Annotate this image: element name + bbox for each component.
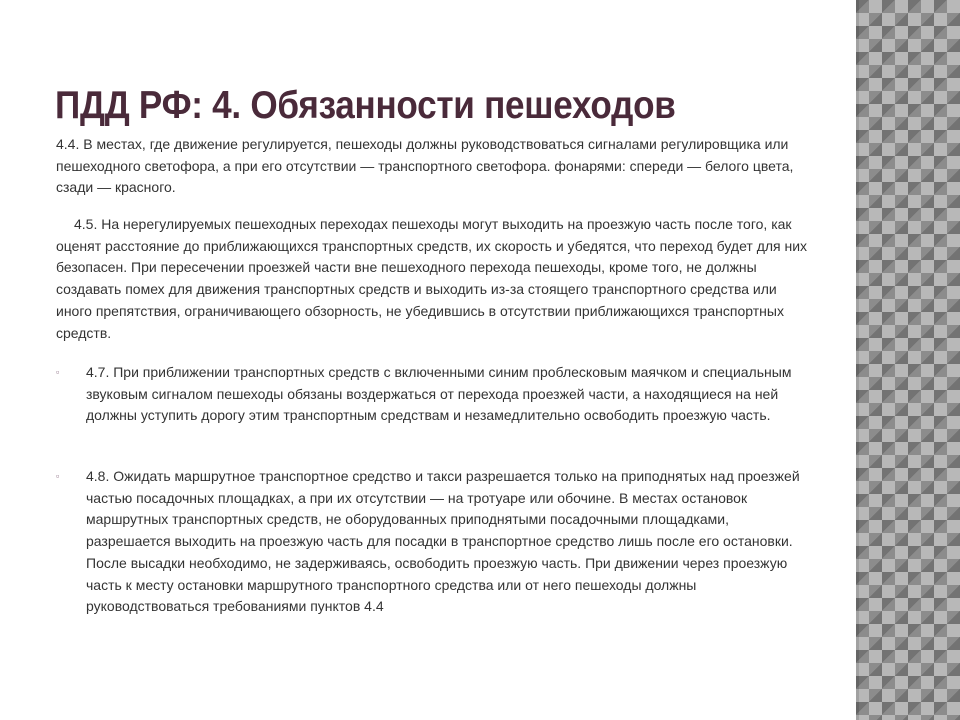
slide-title: ПДД РФ: 4. Обязанности пешеходов xyxy=(55,84,676,127)
bullet-icon: ▫ xyxy=(56,367,60,377)
bullet-item-4-8: 4.8. Ожидать маршрутное транспортное средство и такси разрешается только на приподнятых над проезжей частью посадочных площадках, а при их отсутствии — на тротуаре или обочине. В местах остановок маршрутных транспортных средств, не оборудованных приподнятыми посадочными площадками, разрешается выходить на проезжую часть для посадки в транспортное средство лишь после его остановки. После высадки необходимо, не задерживаясь, освободить проезжую часть. При движении через проезжую часть к месту остановки маршрутного транспортного средства или от него пешеходы должны руководствоваться требованиями пунктов 4.4 xyxy=(86,468,800,615)
bullet-item-4-7: 4.7. При приближении транспортных средств с включенными синим проблесковым маячком и специальным звуковым сигналом пешеходы обязаны воздержаться от перехода проезжей части, а находящиеся на ней должны уступить дорогу этим транспортным средствам и незамедлительно освободить проезжую часть. xyxy=(86,364,792,424)
paragraph-4-5: 4.5. На нерегулируемых пешеходных переходах пешеходы могут выходить на проезжую часть после того, как оценят расстояние до приближающихся транспортных средств, их скорость и убедятся, что переход будет для них безопасен. При пересечении проезжей части вне пешеходного перехода пешеходы, кроме того, не должны создавать помех для движения транспортных средств и выходить из-за стоящего транспортного средства или иного препятствия, ограничивающего обзорность, не убедившись в отсутствии приближающихся транспортных средств. xyxy=(56,216,808,341)
paragraph-4-4: 4.4. В местах, где движение регулируется, пешеходы должны руководствоваться сигналами регулировщика или пешеходного светофора, а при его отсутствии — транспортного светофора. фонарями: спереди — белого цвета, сзади — красного. xyxy=(56,136,794,196)
bullet-icon: ▫ xyxy=(56,471,60,481)
decorative-pattern-band xyxy=(856,0,960,720)
